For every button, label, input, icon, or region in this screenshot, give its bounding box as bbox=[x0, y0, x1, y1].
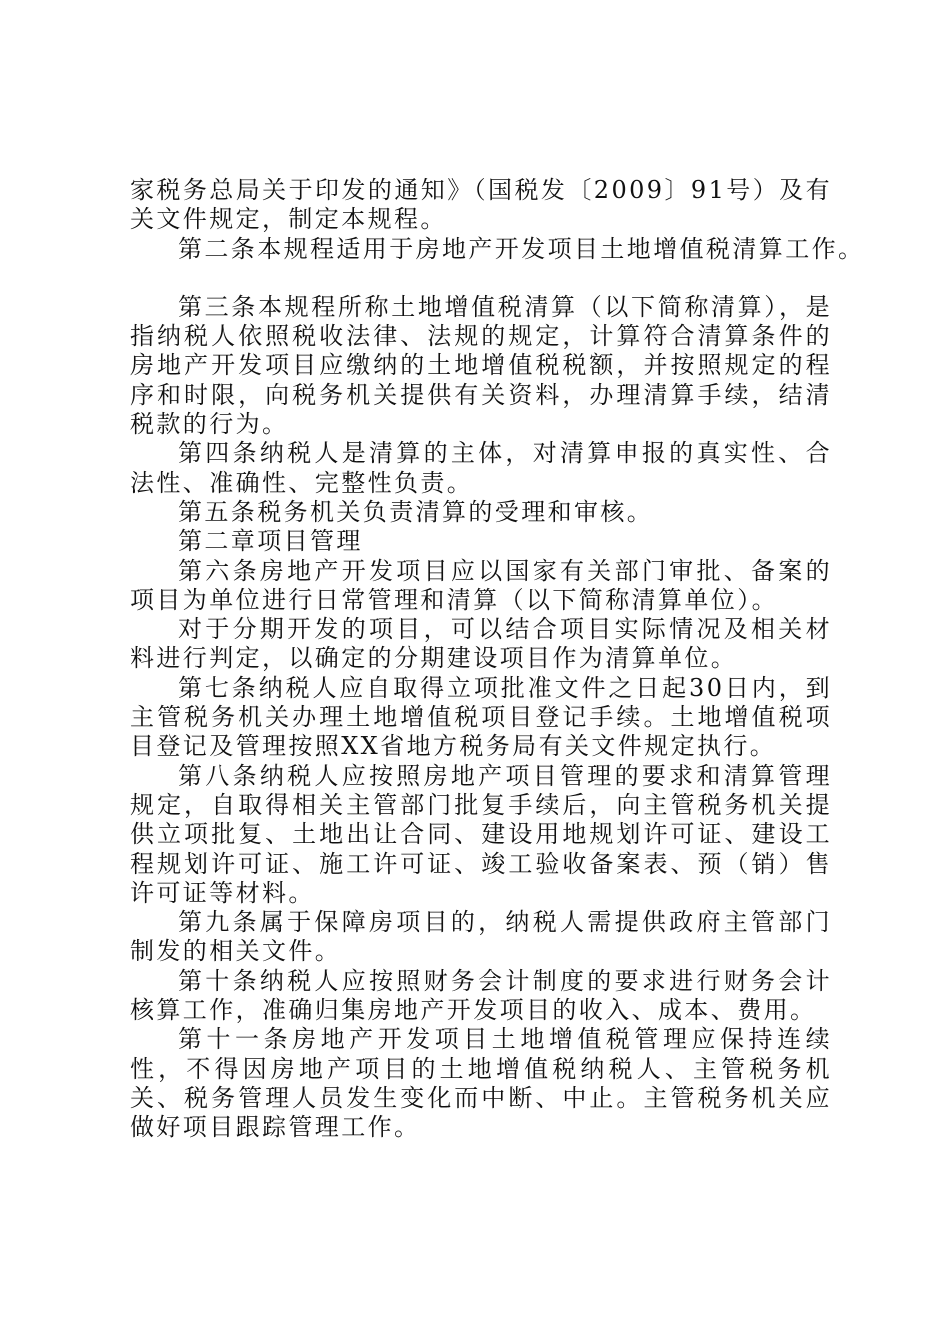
document-body bbox=[130, 176, 865, 1143]
paragraph-article-4: 第四条纳税人是清算的主体，对清算申报的真实性、合法性、准确性、完整性负责。 bbox=[130, 439, 832, 497]
paragraph-article-9: 第九条属于保障房项目的，纳税人需提供政府主管部门制发的相关文件。 bbox=[130, 908, 832, 966]
paragraph-article-3: 第三条本规程所称土地增值税清算（以下简称清算），是指纳税人依照税收法律、法规的规定，计算符合清算条件的房地产开发项目应缴纳的土地增值税税额，并按照规定的程序和时限，向税务机关提供有关资料，办理清算手续，结清税款的行为。 bbox=[130, 292, 832, 439]
paragraph-continuation: 家税务总局关于印发的通知》（国税发〔2009〕91号）及有关文件规定，制定本规程。 bbox=[130, 176, 832, 234]
paragraph-article-2: 第二条本规程适用于房地产开发项目土地增值税清算工作。 bbox=[178, 234, 865, 263]
paragraph-article-6-sub: 对于分期开发的项目，可以结合项目实际情况及相关材料进行判定，以确定的分期建设项目作为清算单位。 bbox=[130, 615, 832, 673]
paragraph-article-5: 第五条税务机关负责清算的受理和审核。 bbox=[178, 497, 654, 526]
paragraph-article-8: 第八条纳税人应按照房地产项目管理的要求和清算管理规定，自取得相关主管部门批复手续后，向主管税务机关提供立项批复、土地出让合同、建设用地规划许可证、建设工程规划许可证、施工许可证、竣工验收备案表、预（销）售许可证等材料。 bbox=[130, 761, 832, 907]
paragraph-article-10: 第十条纳税人应按照财务会计制度的要求进行财务会计核算工作，准确归集房地产开发项目的收入、成本、费用。 bbox=[130, 966, 832, 1025]
paragraph-article-6: 第六条房地产开发项目应以国家有关部门审批、备案的项目为单位进行日常管理和清算（以下简称清算单位）。 bbox=[130, 556, 832, 614]
blank-line bbox=[130, 264, 832, 293]
chapter-heading: 第二章项目管理 bbox=[178, 527, 363, 556]
paragraph-article-11: 第十一条房地产开发项目土地增值税管理应保持连续性，不得因房地产项目的土地增值税纳税人、主管税务机关、税务管理人员发生变化而中断、中止。主管税务机关应做好项目跟踪管理工作。 bbox=[130, 1025, 832, 1142]
paragraph-article-7: 第七条纳税人应自取得立项批准文件之日起30日内，到主管税务机关办理土地增值税项目登记手续。土地增值税项目登记及管理按照XX省地方税务局有关文件规定执行。 bbox=[130, 673, 832, 761]
